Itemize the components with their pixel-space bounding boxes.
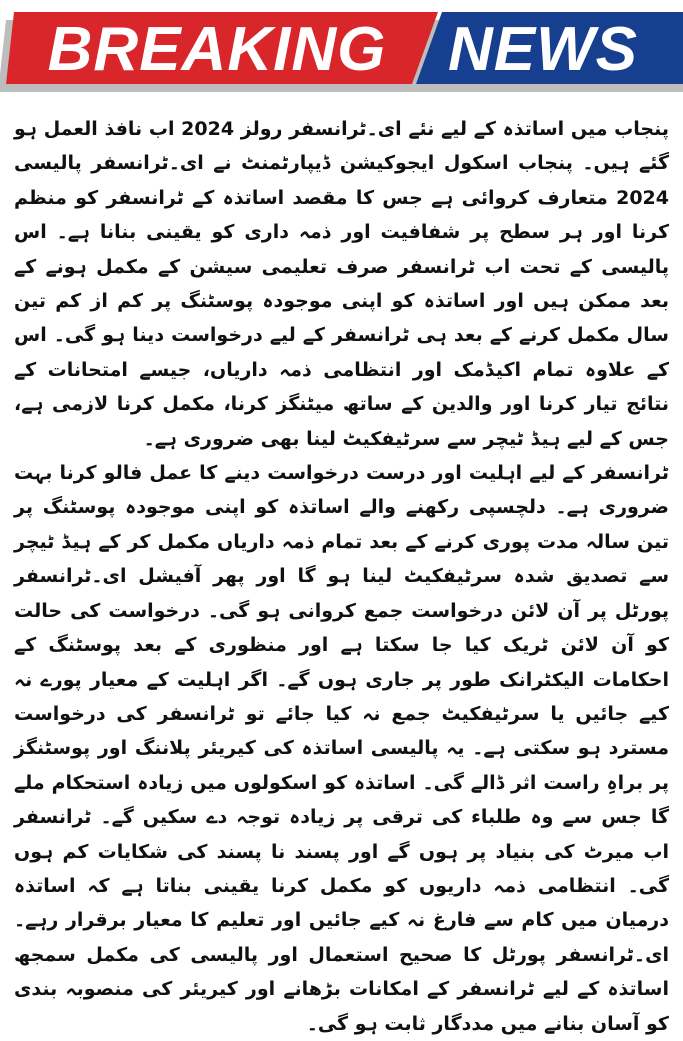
banner-word-news: NEWS xyxy=(448,15,638,84)
article-paragraph-1: پنجاب میں اساتذہ کے لیے نئے ای۔ٹرانسفر رولز 2024 اب نافذ العمل ہو گئے ہیں۔ پنجاب اسکول ایجوکیشن ڈیپارٹمنٹ نے ای۔ٹرانسفر پالیسی 2024 متعارف کروائی ہے جس کا مقصد اساتذہ کے ٹرانسفر کو منظم کرنا اور ہر سطح پر شفافیت اور ذمہ داری کو یقینی بنانا ہے۔ اس پالیسی کے تحت اب ٹرانسفر صرف تعلیمی سیشن کے مکمل ہونے کے بعد ممکن ہیں اور اساتذہ کو اپنی موجودہ پوسٹنگ پر کم از کم تین سال مکمل کرنے کے بعد ہی ٹرانسفر کے لیے درخواست دینا ہو گی۔ اس کے علاوہ تمام اکیڈمک اور انتظامی ذمہ داریاں، جیسے امتحانات کے نتائج تیار کرنا اور والدین کے ساتھ میٹنگز کرنا، مکمل کرنا لازمی ہے، جس کے لیے ہیڈ ٹیچر سے سرٹیفکیٹ لینا بھی ضروری ہے۔ xyxy=(14,118,669,450)
article-body xyxy=(14,112,669,1035)
banner-word-breaking: BREAKING xyxy=(47,15,387,84)
article-paragraph-2: ٹرانسفر کے لیے اہلیت اور درست درخواست دینے کا عمل فالو کرنا بہت ضروری ہے۔ دلچسپی رکھنے والے اساتذہ کو اپنی موجودہ پوسٹنگ پر تین سالہ مدت پوری کرنے کے بعد تمام ذمہ داریاں مکمل کر کے ہیڈ ٹیچر سے تصدیق شدہ سرٹیفکیٹ لینا ہو گا اور پھر آفیشل ای۔ٹرانسفر پورٹل پر آن لائن درخواست جمع کروانی ہو گی۔ درخواست کی حالت کو آن لائن ٹریک کیا جا سکتا ہے اور منظوری کے بعد پوسٹنگ کے احکامات الیکٹرانک طور پر جاری ہوں گے۔ اگر اہلیت کے معیار پورے نہ کیے جائیں یا سرٹیفکیٹ جمع نہ کیا جائے تو ٹرانسفر کی درخواست مسترد ہو سکتی ہے۔ یہ پالیسی اساتذہ کی کیریئر پلاننگ اور پوسٹنگز پر براہِ راست اثر ڈالے گی۔ اساتذہ کو اسکولوں میں زیادہ استحکام ملے گا جس سے وہ طلباء کی ترقی پر زیادہ توجہ دے سکیں گے۔ ٹرانسفر اب میرٹ کی بنیاد پر ہوں گے اور پسند نا پسند کی شکایات کم ہوں گی۔ انتظامی ذمہ داریوں کو مکمل کرنا یقینی بناتا ہے کہ اساتذہ درمیان میں کام سے فارغ نہ کیے جائیں اور تعلیم کا معیار برقرار رہے۔ ای۔ٹرانسفر پورٹل کا صحیح استعمال اور پالیسی کی مکمل سمجھ اساتذہ کے لیے ٹرانسفر کے امکانات بڑھانے اور کیریئر کی منصوبہ بندی کو آسان بنانے میں مددگار ثابت ہو گی۔ xyxy=(14,462,669,1035)
breaking-news-banner xyxy=(0,0,683,100)
